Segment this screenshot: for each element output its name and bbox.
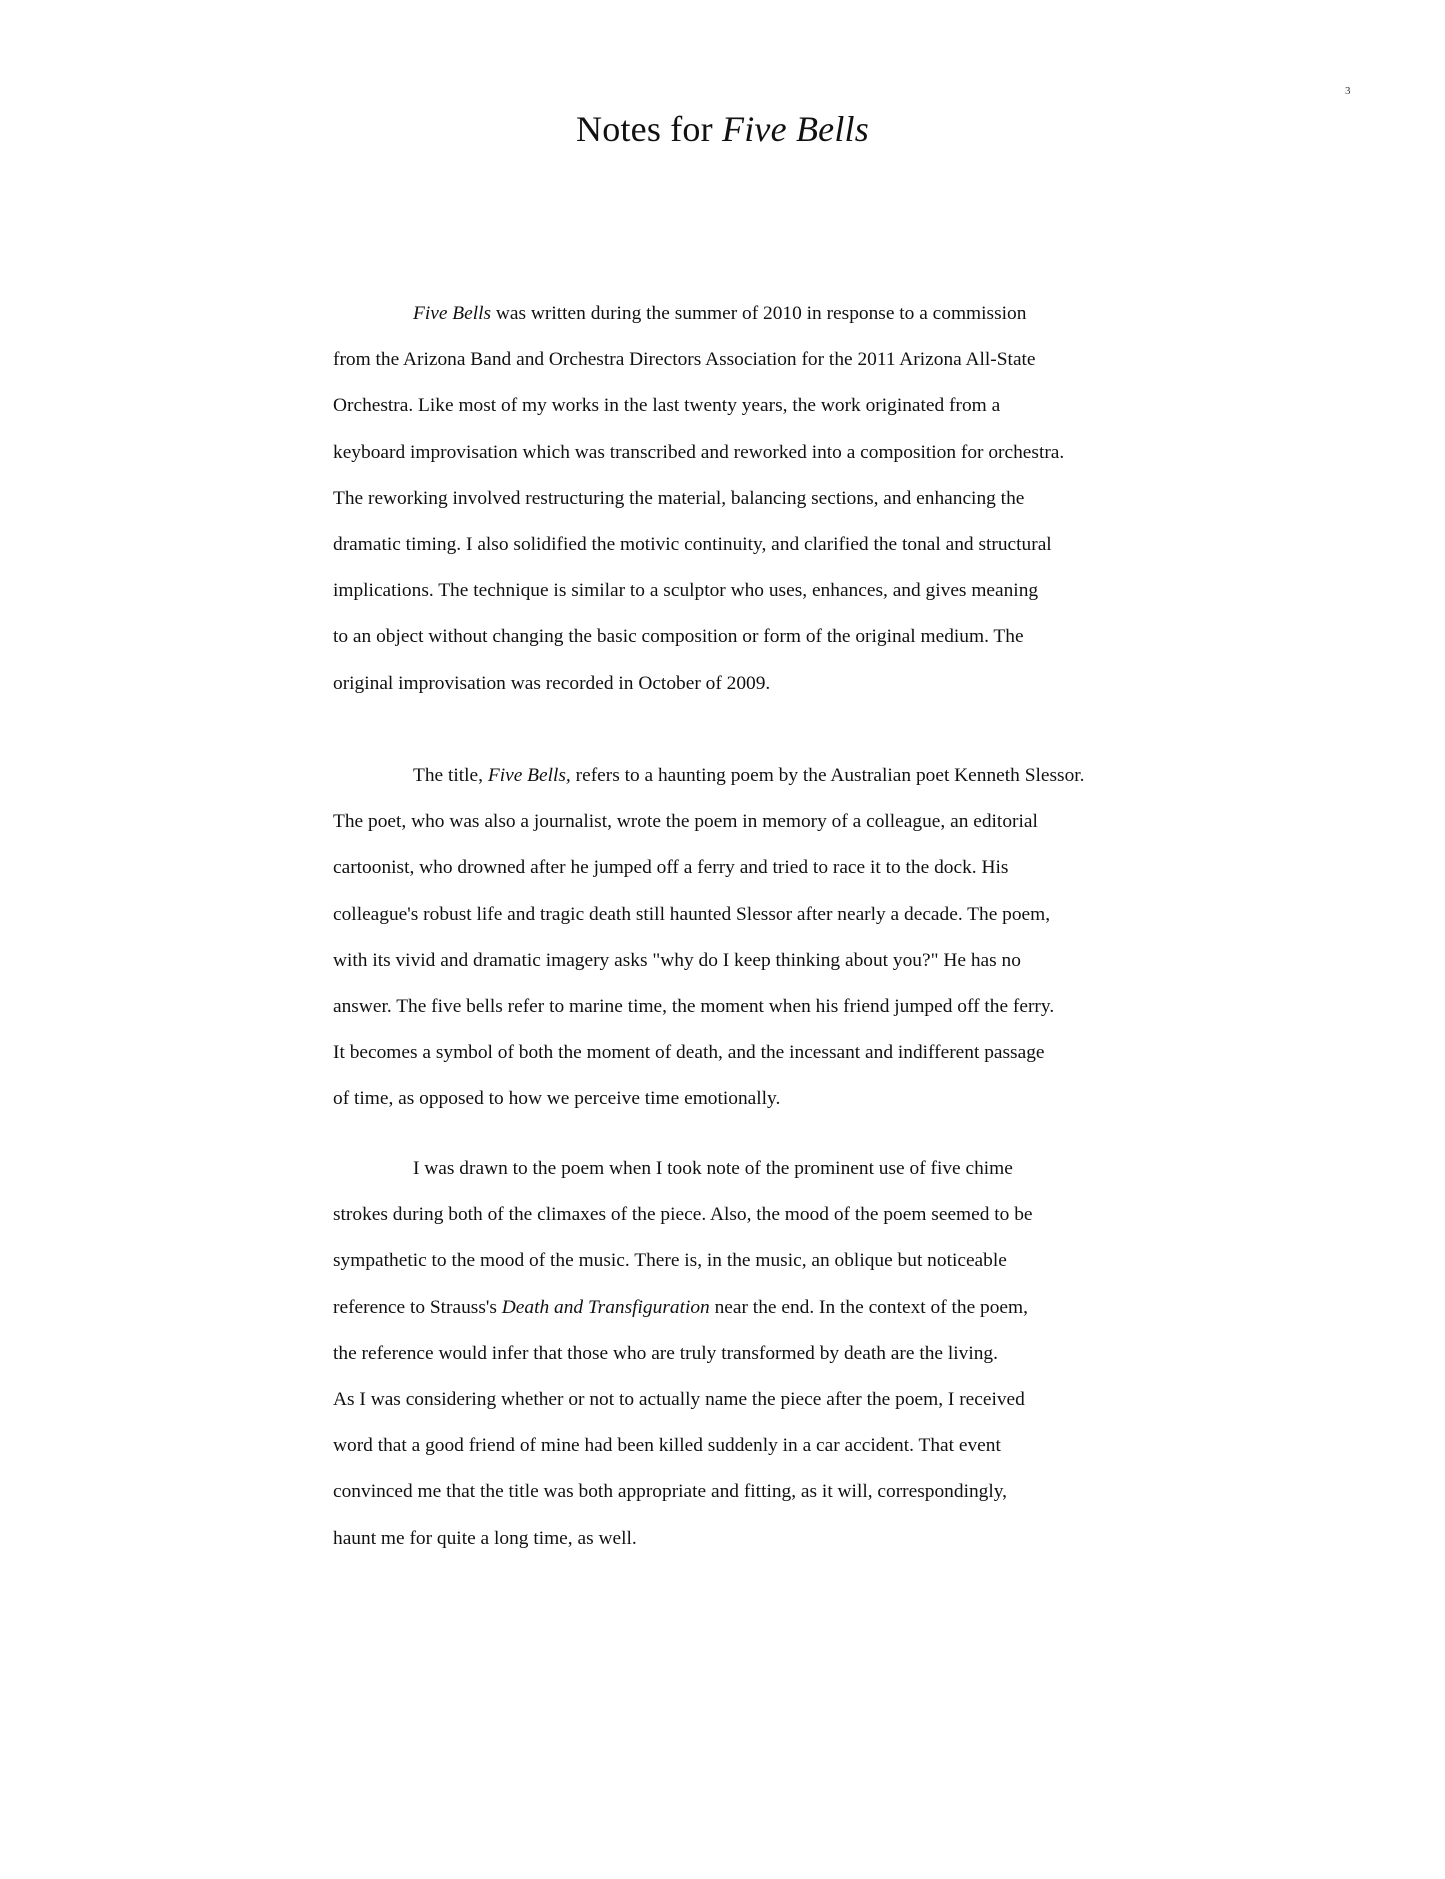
- paragraph-line: I was drawn to the poem when I took note of the prominent use of five chime: [413, 1158, 1013, 1179]
- italic-text: Five Bells,: [487, 765, 571, 786]
- paragraph-line: [333, 753, 1123, 799]
- paragraph-line: to an object without changing the basic composition or form of the original medium. The: [333, 626, 1024, 648]
- paragraph-line: strokes during both of the climaxes of the piece. Also, the mood of the poem seemed to be: [333, 1204, 1033, 1226]
- paragraph-2: [333, 753, 1123, 1123]
- page-number: 3: [1345, 85, 1351, 97]
- paragraph-1: [333, 291, 1123, 707]
- paragraph-line: with its vivid and dramatic imagery asks "why do I keep thinking about you?" He has no: [333, 949, 1021, 971]
- paragraph-line: the reference would infer that those who are truly transformed by death are the living.: [333, 1342, 998, 1364]
- paragraph-line: of time, as opposed to how we perceive time emotionally.: [333, 1088, 781, 1110]
- line-text: was written during the summer of 2010 in response to a commission: [491, 303, 1027, 324]
- page-title: [0, 108, 1445, 150]
- paragraph-line: Orchestra. Like most of my works in the last twenty years, the work originated from a: [333, 395, 1001, 417]
- line-text: near the end. In the context of the poem,: [709, 1296, 1028, 1318]
- paragraph-line: haunt me for quite a long time, as well.: [333, 1527, 637, 1549]
- title-italic: Five Bells: [722, 109, 869, 149]
- paragraph-line: [333, 291, 1123, 337]
- paragraph-line: The reworking involved restructuring the material, balancing sections, and enhancing the: [333, 487, 1025, 509]
- line-text: refers to a haunting poem by the Australian poet Kenneth Slessor.: [570, 765, 1085, 786]
- paragraph-line: from the Arizona Band and Orchestra Directors Association for the 2011 Arizona All-State: [333, 349, 1036, 371]
- paragraph-line: keyboard improvisation which was transcribed and reworked into a composition for orchestra.: [333, 441, 1065, 463]
- paragraph-line: word that a good friend of mine had been killed suddenly in a car accident. That event: [333, 1435, 1001, 1457]
- paragraph-line: As I was considering whether or not to actually name the piece after the poem, I received: [333, 1389, 1025, 1411]
- paragraph-line: answer. The five bells refer to marine time, the moment when his friend jumped off the ferry.: [333, 996, 1055, 1018]
- paragraph-line: original improvisation was recorded in October of 2009.: [333, 672, 771, 694]
- paragraph-line: colleague's robust life and tragic death still haunted Slessor after nearly a decade. The poem,: [333, 903, 1051, 925]
- line-pre-text: The title,: [413, 765, 488, 786]
- paragraph-line: dramatic timing. I also solidified the motivic continuity, and clarified the tonal and structural: [333, 534, 1052, 556]
- italic-text: Death and Transfiguration: [501, 1296, 710, 1318]
- paragraph-line: implications. The technique is similar to a sculptor who uses, enhances, and gives meaning: [333, 580, 1039, 602]
- paragraph-line: It becomes a symbol of both the moment of death, and the incessant and indifferent passage: [333, 1042, 1045, 1064]
- title-prefix: Notes for: [576, 109, 723, 149]
- paragraph-line: The poet, who was also a journalist, wrote the poem in memory of a colleague, an editorial: [333, 811, 1038, 833]
- paragraph-3: [333, 1146, 1123, 1562]
- line-pre-text: reference to Strauss's: [333, 1296, 502, 1318]
- paragraph-line: convinced me that the title was both appropriate and fitting, as it will, correspondingly,: [333, 1481, 1008, 1503]
- paragraph-line: [333, 1285, 1123, 1331]
- italic-text: Five Bells: [413, 303, 492, 324]
- paragraph-line: sympathetic to the mood of the music. There is, in the music, an oblique but noticeable: [333, 1250, 1007, 1272]
- paragraph-line: cartoonist, who drowned after he jumped off a ferry and tried to race it to the dock. His: [333, 857, 1009, 879]
